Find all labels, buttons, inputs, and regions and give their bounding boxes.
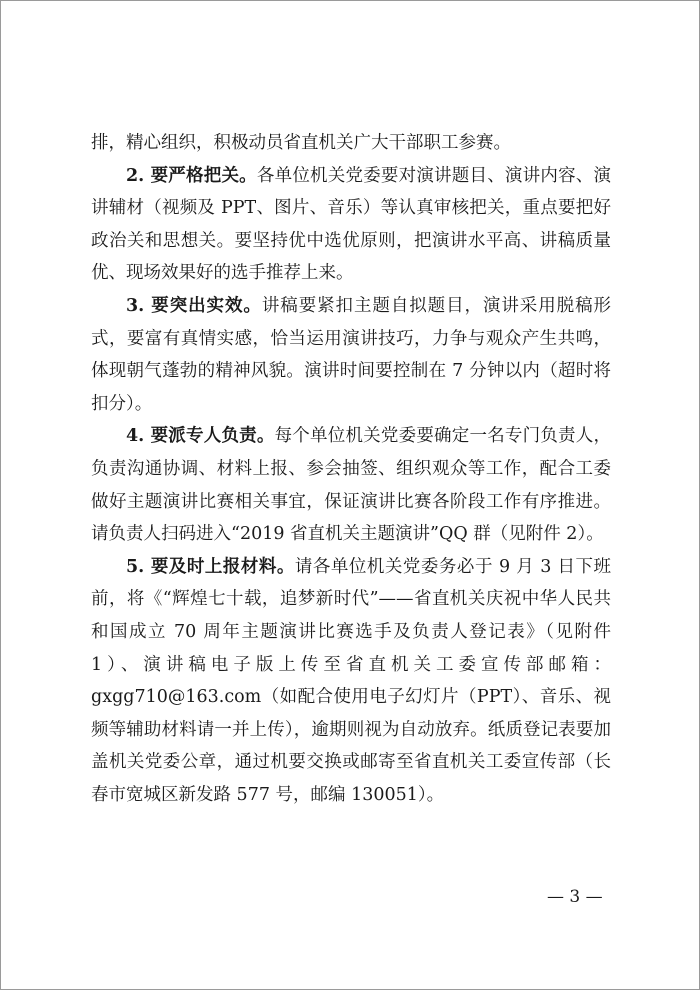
item-2-paragraph bbox=[91, 160, 611, 290]
item-4-heading: 4. 要派专人负责。 bbox=[126, 426, 275, 447]
item-2-body: 各单位机关党委要对演讲题目、演讲内容、演讲辅材（视频及 PPT、图片、音乐）等认真审核把关，重点要把好政治关和思想关。要坚持优中选优原则，把演讲水平高、讲稿质量优、现场效果好的选手推荐上来。 bbox=[91, 165, 611, 284]
item-3-paragraph bbox=[91, 290, 611, 420]
item-4-paragraph bbox=[91, 420, 611, 550]
document-body bbox=[91, 127, 611, 811]
opening-paragraph: 排，精心组织，积极动员省直机关广大干部职工参赛。 bbox=[91, 133, 511, 153]
item-4-body: 每个单位机关党委要确定一名专门负责人，负责沟通协调、材料上报、参会抽签、组织观众等工作，配合工委做好主题演讲比赛相关事宜，保证演讲比赛各阶段工作有序推进。请负责人扫码进入“2019 省直机关主题演讲”QQ 群（见附件 2）。 bbox=[91, 426, 611, 545]
page-number: — 3 — bbox=[547, 887, 603, 907]
item-5-body: 请各单位机关党委务必于 9 月 3 日下班前，将《“辉煌七十载，追梦新时代”——省直机关庆祝中华人民共和国成立 70 周年主题演讲比赛选手及负责人登记表》（见附件 1）、演讲稿电子版上传至省直机关工委宣传部邮箱：gxgg710@163.com（如配合使用电子幻灯片（PPT）、音乐、视频等辅助材料请一并上传），逾期则视为自动放弃。纸质登记表要加盖机关党委公章，通过机要交换或邮寄至省直机关工委宣传部（长春市宽城区新发路 577 号，邮编 130051）。 bbox=[91, 556, 611, 805]
item-2-heading: 2. 要严格把关。 bbox=[126, 165, 257, 186]
item-3-heading: 3. 要突出实效。 bbox=[126, 295, 262, 316]
item-5-heading: 5. 要及时上报材料。 bbox=[126, 556, 295, 577]
item-3-body: 讲稿要紧扣主题自拟题目，演讲采用脱稿形式，要富有真情实感，恰当运用演讲技巧，力争与观众产生共鸣，体现朝气蓬勃的精神风貌。演讲时间要控制在 7 分钟以内（超时将扣分）。 bbox=[91, 295, 611, 414]
item-5-paragraph bbox=[91, 551, 611, 812]
